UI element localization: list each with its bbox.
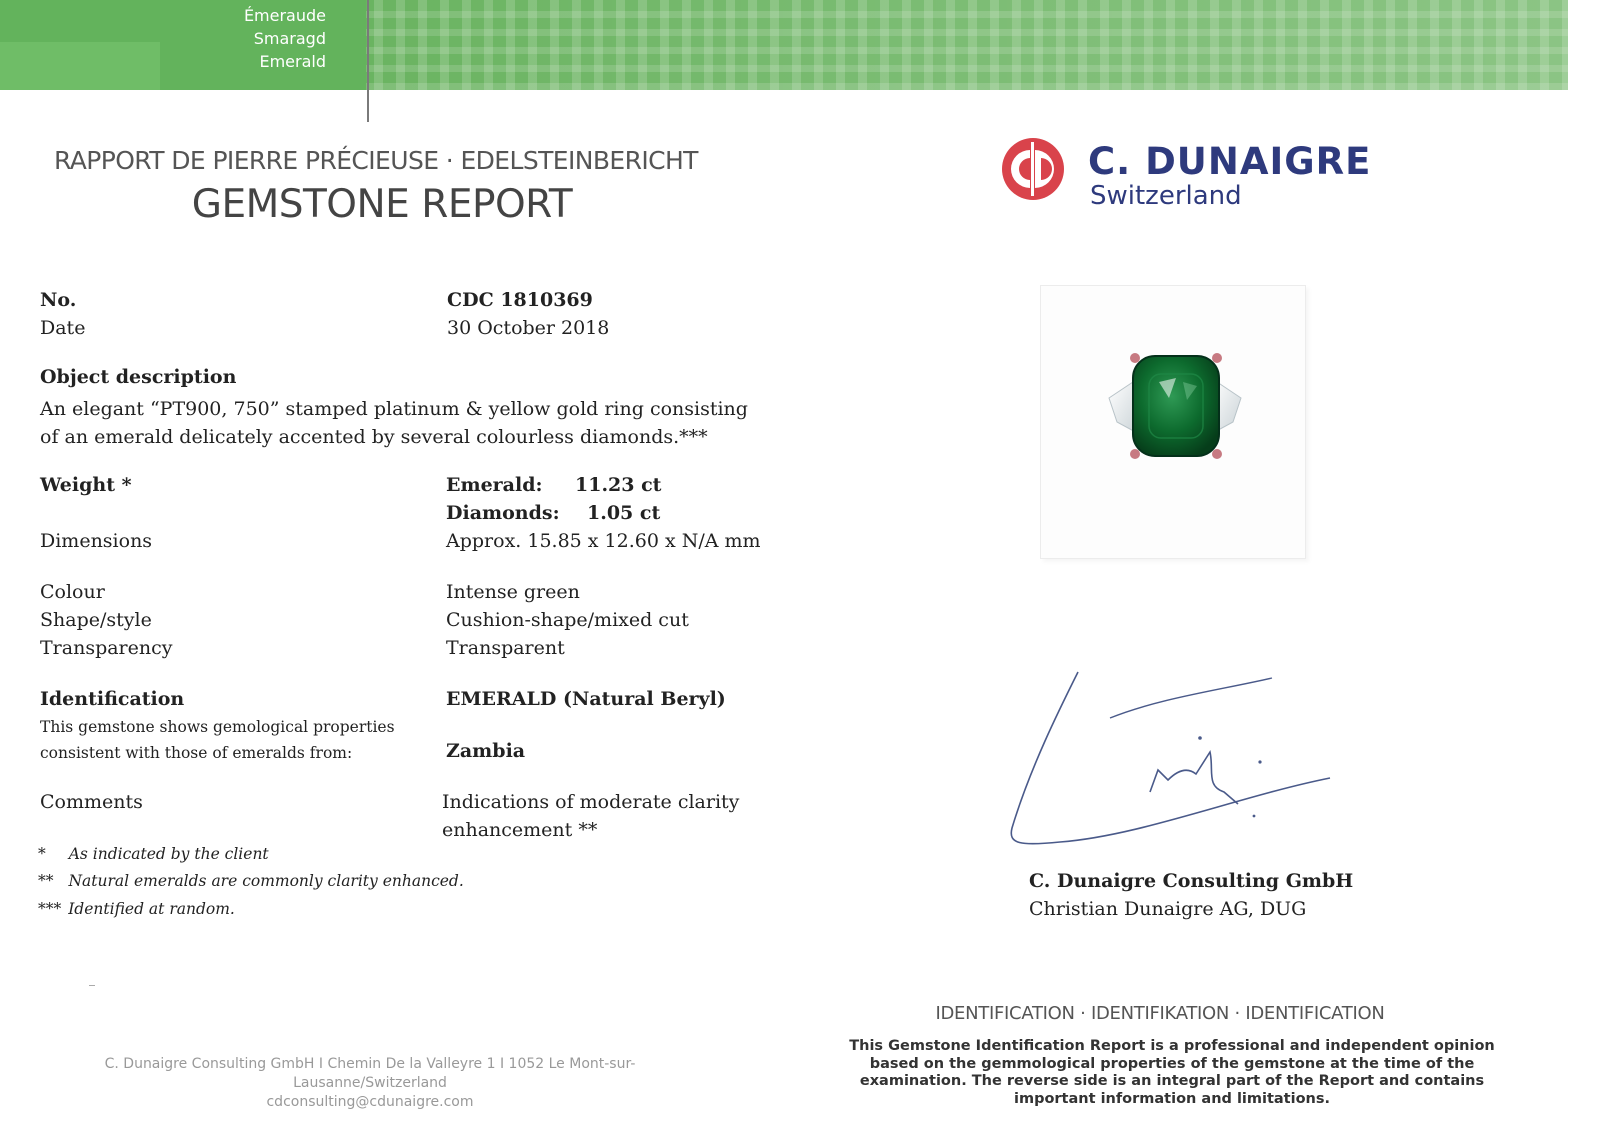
signer-company: C. Dunaigre Consulting GmbH bbox=[1029, 870, 1354, 892]
comments-label: Comments bbox=[40, 791, 143, 813]
weight-label: Weight * bbox=[40, 474, 132, 496]
footer-email: cdconsulting@cdunaigre.com bbox=[266, 1094, 474, 1110]
footnote-3 bbox=[38, 900, 235, 918]
header-band-block bbox=[0, 42, 160, 90]
header-band bbox=[0, 0, 1568, 90]
gemstone-photo bbox=[1040, 285, 1306, 559]
footnote-mark: * bbox=[38, 845, 46, 863]
footnote-text: As indicated by the client bbox=[68, 845, 269, 863]
footnote-2 bbox=[38, 872, 464, 890]
dimensions-value: Approx. 15.85 x 12.60 x N/A mm bbox=[446, 530, 761, 552]
colour-label: Colour bbox=[40, 581, 105, 603]
origin-note-line-1: This gemstone shows gemological properties bbox=[40, 718, 395, 736]
report-multilingual-title: RAPPORT DE PIERRE PRÉCIEUSE · EDELSTEINBERICHT bbox=[54, 146, 698, 175]
transparency-label: Transparency bbox=[40, 637, 173, 659]
footnote-text: Identified at random. bbox=[68, 900, 235, 918]
gem-name-fr: Émeraude bbox=[243, 6, 326, 25]
identification-disclaimer: This Gemstone Identification Report is a professional and independent opinion based on the gemmological properties of the gemstone at the time of the examination. The reverse side is an integral part of the Report and contains important information and limitations. bbox=[849, 1038, 1495, 1107]
origin-note-line-2: consistent with those of emeralds from: bbox=[40, 744, 353, 762]
comments-value: Indications of moderate clarity enhancement ** bbox=[442, 791, 740, 841]
transparency-value: Transparent bbox=[446, 637, 565, 659]
vertical-divider bbox=[367, 0, 369, 122]
signer-name: Christian Dunaigre AG, DUG bbox=[1029, 898, 1307, 920]
gem-name-translations bbox=[244, 4, 326, 73]
footnote-mark: *** bbox=[38, 900, 62, 918]
emerald-weight-label: Emerald: bbox=[446, 474, 543, 496]
shape-style-label: Shape/style bbox=[40, 609, 152, 631]
footer-address-block bbox=[30, 1055, 710, 1112]
company-logo-name: C. DUNAIGRE bbox=[1088, 140, 1372, 183]
signature bbox=[1000, 668, 1340, 858]
footnote-mark: ** bbox=[38, 872, 54, 890]
company-logo-country: Switzerland bbox=[1090, 181, 1242, 211]
identification-heading: IDENTIFICATION · IDENTIFIKATION · IDENTIFICATION bbox=[935, 1003, 1385, 1024]
identification-value: EMERALD (Natural Beryl) bbox=[446, 688, 726, 710]
emerald-ring-image bbox=[1041, 286, 1305, 558]
gem-name-de: Smaragd bbox=[253, 29, 326, 48]
diamonds-weight-value: 1.05 ct bbox=[587, 502, 661, 524]
stray-mark bbox=[89, 985, 95, 986]
footer-address: C. Dunaigre Consulting GmbH I Chemin De la Valleyre 1 I 1052 Le Mont-sur-Lausanne/Switzerland bbox=[104, 1056, 636, 1091]
origin-value: Zambia bbox=[446, 740, 526, 762]
emerald-weight-value: 11.23 ct bbox=[575, 474, 662, 496]
report-number-value: CDC 1810369 bbox=[447, 289, 593, 311]
cd-logo-icon bbox=[1000, 136, 1066, 202]
footnote-text: Natural emeralds are commonly clarity enhanced. bbox=[68, 872, 464, 890]
dimensions-label: Dimensions bbox=[40, 530, 153, 552]
page-title: GEMSTONE REPORT bbox=[191, 182, 573, 227]
object-description-label: Object description bbox=[40, 366, 237, 388]
date-value: 30 October 2018 bbox=[447, 317, 610, 339]
colour-value: Intense green bbox=[446, 581, 580, 603]
gem-name-en: Emerald bbox=[259, 52, 326, 71]
date-label: Date bbox=[40, 317, 86, 339]
footnote-1 bbox=[38, 845, 269, 863]
identification-label: Identification bbox=[40, 688, 185, 710]
report-number-label: No. bbox=[40, 289, 77, 311]
diamonds-weight-label: Diamonds: bbox=[446, 502, 560, 524]
object-description-text: An elegant “PT900, 750” stamped platinum & yellow gold ring consisting of an emerald delicately accented by several colourless diamonds.*** bbox=[40, 398, 748, 448]
shape-style-value: Cushion-shape/mixed cut bbox=[446, 609, 689, 631]
